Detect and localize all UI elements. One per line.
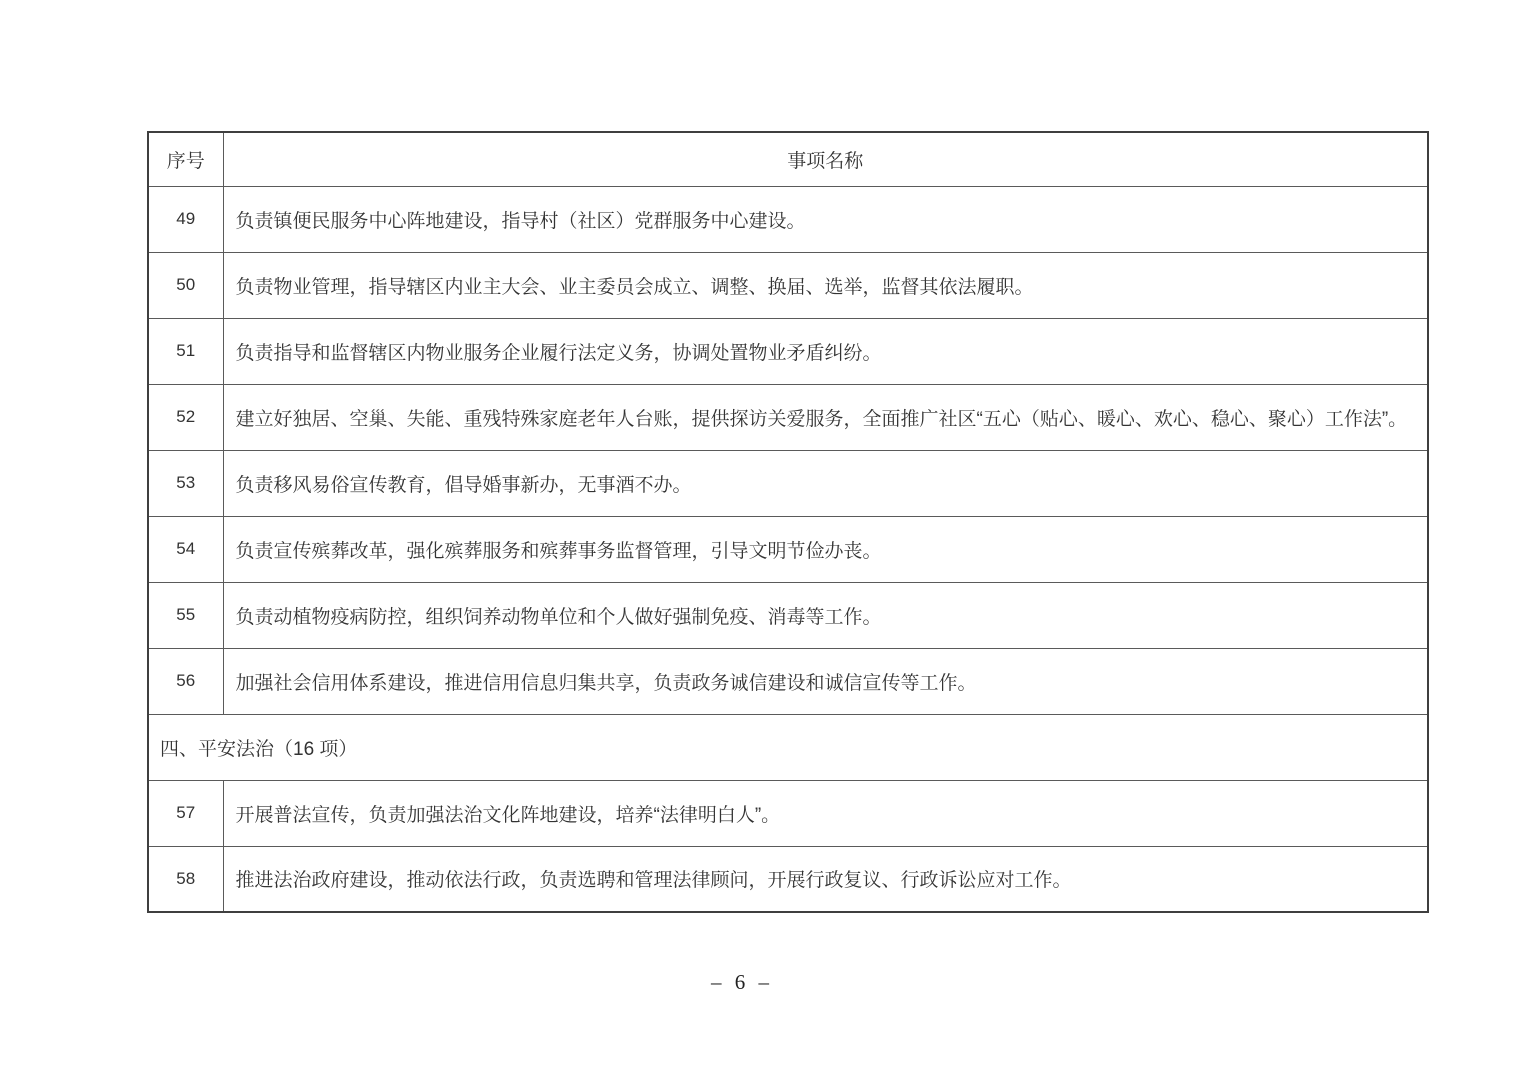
row-item-text: 负责指导和监督辖区内物业服务企业履行法定义务，协调处置物业矛盾纠纷。 bbox=[223, 318, 1428, 384]
row-item-text: 开展普法宣传，负责加强法治文化阵地建设，培养“法律明白人”。 bbox=[223, 780, 1428, 846]
header-item-name: 事项名称 bbox=[223, 132, 1428, 186]
section-title: 四、平安法治（16 项） bbox=[148, 714, 1428, 780]
table-row bbox=[148, 384, 1428, 450]
row-item-text: 负责动植物疫病防控，组织饲养动物单位和个人做好强制免疫、消毒等工作。 bbox=[223, 582, 1428, 648]
table-row bbox=[148, 186, 1428, 252]
row-serial-number: 50 bbox=[148, 252, 223, 318]
table-row bbox=[148, 450, 1428, 516]
row-item-text: 建立好独居、空巢、失能、重残特殊家庭老年人台账，提供探访关爱服务，全面推广社区“五心（贴心、暖心、欢心、稳心、聚心）工作法”。 bbox=[223, 384, 1428, 450]
row-item-text: 加强社会信用体系建设，推进信用信息归集共享，负责政务诚信建设和诚信宣传等工作。 bbox=[223, 648, 1428, 714]
row-serial-number: 54 bbox=[148, 516, 223, 582]
row-item-text: 负责物业管理，指导辖区内业主大会、业主委员会成立、调整、换届、选举，监督其依法履职。 bbox=[223, 252, 1428, 318]
table-row bbox=[148, 252, 1428, 318]
row-serial-number: 56 bbox=[148, 648, 223, 714]
table-header-row bbox=[148, 132, 1428, 186]
row-serial-number: 49 bbox=[148, 186, 223, 252]
table-row bbox=[148, 648, 1428, 714]
row-serial-number: 53 bbox=[148, 450, 223, 516]
row-serial-number: 57 bbox=[148, 780, 223, 846]
table-row bbox=[148, 582, 1428, 648]
table-row bbox=[148, 780, 1428, 846]
row-serial-number: 55 bbox=[148, 582, 223, 648]
row-serial-number: 58 bbox=[148, 846, 223, 912]
row-item-text: 负责移风易俗宣传教育，倡导婚事新办，无事酒不办。 bbox=[223, 450, 1428, 516]
row-item-text: 推进法治政府建设，推动依法行政，负责选聘和管理法律顾问，开展行政复议、行政诉讼应对工作。 bbox=[223, 846, 1428, 912]
table-row bbox=[148, 516, 1428, 582]
header-serial-number: 序号 bbox=[148, 132, 223, 186]
row-item-text: 负责宣传殡葬改革，强化殡葬服务和殡葬事务监督管理，引导文明节俭办丧。 bbox=[223, 516, 1428, 582]
row-serial-number: 51 bbox=[148, 318, 223, 384]
section-row bbox=[148, 714, 1428, 780]
page-number: – 6 – bbox=[711, 970, 773, 994]
row-item-text: 负责镇便民服务中心阵地建设，指导村（社区）党群服务中心建设。 bbox=[223, 186, 1428, 252]
items-table bbox=[147, 131, 1429, 913]
table-body bbox=[148, 186, 1428, 912]
table-row bbox=[148, 318, 1428, 384]
table-row bbox=[148, 846, 1428, 912]
row-serial-number: 52 bbox=[148, 384, 223, 450]
